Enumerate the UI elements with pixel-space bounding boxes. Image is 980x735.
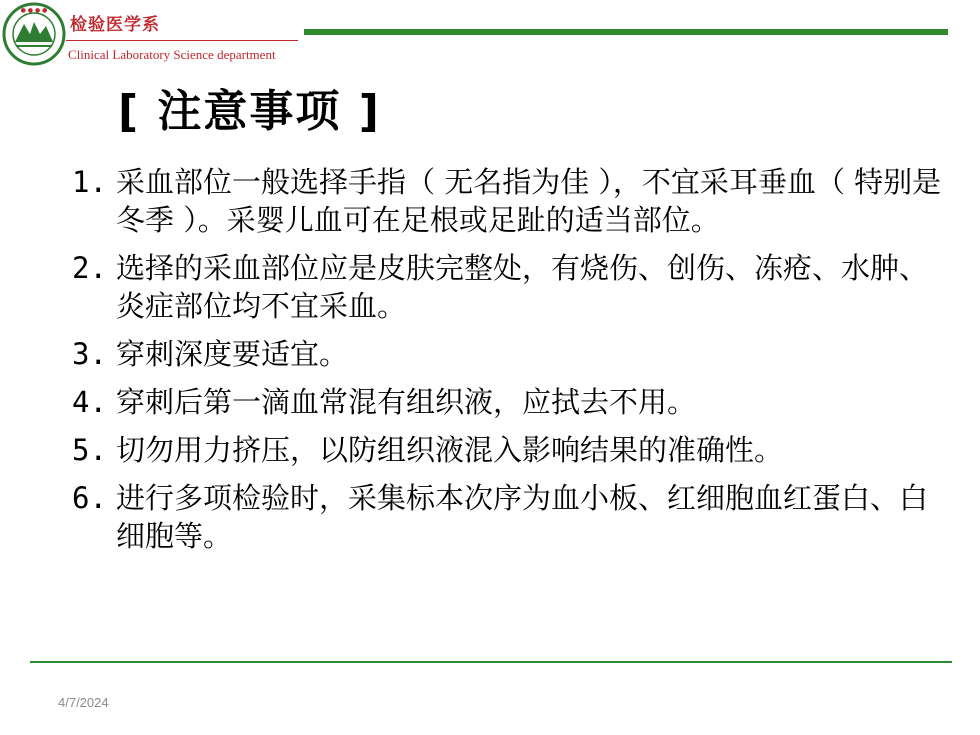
item-number: 5. xyxy=(72,433,107,467)
list-item xyxy=(72,431,952,469)
list-item xyxy=(72,335,952,373)
header-accent-bar xyxy=(304,29,948,35)
university-logo xyxy=(2,2,66,66)
list-item xyxy=(72,479,952,555)
slide-date: 4/7/2024 xyxy=(58,695,109,710)
item-text: 采血部位一般选择手指（ 无名指为佳 ），不宜采耳垂血（ 特别是冬季 ）。采婴儿血可在足根或足趾的适当部位。 xyxy=(116,165,942,237)
department-name-chinese: 检验医学系 xyxy=(70,15,160,35)
item-number: 3. xyxy=(72,337,107,371)
item-number: 2. xyxy=(72,251,107,285)
list-item xyxy=(72,383,952,421)
item-text: 穿刺深度要适宜。 xyxy=(116,337,349,371)
header-divider xyxy=(66,40,298,41)
item-number: 6. xyxy=(72,481,107,515)
university-seal-icon xyxy=(2,2,66,66)
item-number: 4. xyxy=(72,385,107,419)
department-name-english: Clinical Laboratory Science department xyxy=(68,47,276,62)
slide-title: [ 注意事项 ] xyxy=(118,86,381,137)
list-item xyxy=(72,249,952,325)
footer-divider xyxy=(30,661,952,663)
item-text: 切勿用力挤压，以防组织液混入影响结果的准确性。 xyxy=(116,433,784,467)
item-number: 1. xyxy=(72,165,107,199)
notes-list xyxy=(72,163,952,565)
item-text: 选择的采血部位应是皮肤完整处，有烧伤、创伤、冻疮、水肿、炎症部位均不宜采血。 xyxy=(116,251,929,323)
item-text: 穿刺后第一滴血常混有组织液，应拭去不用。 xyxy=(116,385,697,419)
svg-text:● ● ● ●: ● ● ● ● xyxy=(20,7,48,14)
list-item xyxy=(72,163,952,239)
item-text: 进行多项检验时，采集标本次序为血小板、红细胞血红蛋白、白细胞等。 xyxy=(116,481,929,553)
